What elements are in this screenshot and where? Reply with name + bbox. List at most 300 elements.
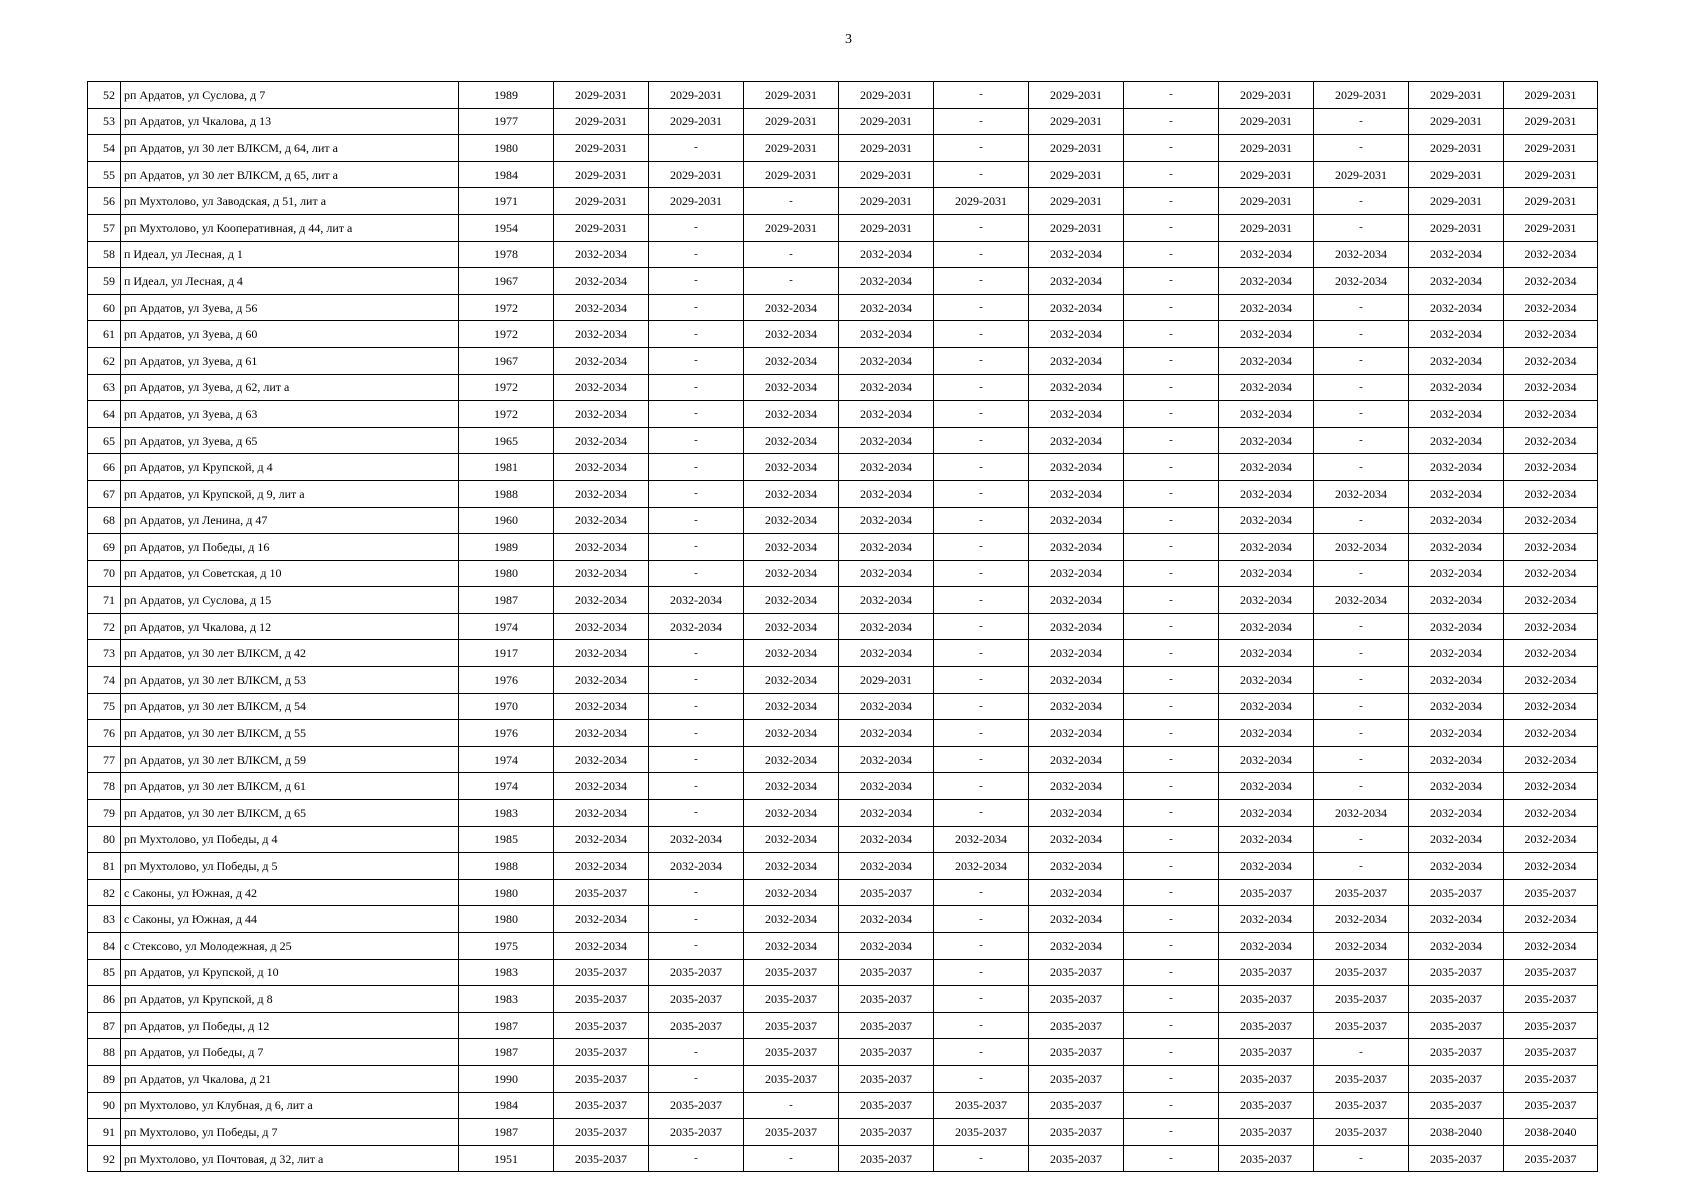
period-cell: 2032-2034 bbox=[839, 374, 934, 401]
year-built-cell: 1989 bbox=[459, 82, 554, 109]
period-cell: 2032-2034 bbox=[1504, 507, 1598, 534]
period-cell: - bbox=[934, 454, 1029, 481]
period-cell: 2029-2031 bbox=[1314, 82, 1409, 109]
period-cell: 2032-2034 bbox=[1504, 933, 1598, 960]
period-cell: 2035-2037 bbox=[1029, 986, 1124, 1013]
period-cell: 2035-2037 bbox=[1314, 1012, 1409, 1039]
address-cell: п Идеал, ул Лесная, д 1 bbox=[121, 241, 459, 268]
table-row bbox=[88, 241, 1598, 268]
address-cell: с Стексово, ул Молодежная, д 25 bbox=[121, 933, 459, 960]
period-cell: - bbox=[934, 800, 1029, 827]
period-cell: 2029-2031 bbox=[1504, 108, 1598, 135]
period-cell: - bbox=[1314, 613, 1409, 640]
period-cell: 2032-2034 bbox=[554, 693, 649, 720]
address-cell: рп Ардатов, ул Крупской, д 8 bbox=[121, 986, 459, 1013]
period-cell: - bbox=[1124, 986, 1219, 1013]
period-cell: - bbox=[649, 746, 744, 773]
period-cell: 2035-2037 bbox=[1314, 959, 1409, 986]
period-cell: 2035-2037 bbox=[1219, 1092, 1314, 1119]
period-cell: - bbox=[934, 108, 1029, 135]
year-built-cell: 1972 bbox=[459, 321, 554, 348]
period-cell: 2032-2034 bbox=[554, 480, 649, 507]
year-built-cell: 1960 bbox=[459, 507, 554, 534]
period-cell: - bbox=[1314, 401, 1409, 428]
period-cell: 2032-2034 bbox=[1409, 933, 1504, 960]
period-cell: 2032-2034 bbox=[839, 560, 934, 587]
address-cell: рп Мухтолово, ул Клубная, д 6, лит а bbox=[121, 1092, 459, 1119]
period-cell: 2032-2034 bbox=[1409, 268, 1504, 295]
period-cell: - bbox=[649, 693, 744, 720]
period-cell: 2032-2034 bbox=[1219, 560, 1314, 587]
period-cell: 2035-2037 bbox=[1314, 1092, 1409, 1119]
period-cell: 2029-2031 bbox=[744, 135, 839, 162]
period-cell: 2029-2031 bbox=[1504, 214, 1598, 241]
period-cell: 2032-2034 bbox=[1029, 720, 1124, 747]
period-cell: 2029-2031 bbox=[1504, 82, 1598, 109]
period-cell: 2029-2031 bbox=[1219, 135, 1314, 162]
period-cell: - bbox=[934, 720, 1029, 747]
period-cell: - bbox=[1314, 853, 1409, 880]
period-cell: 2035-2037 bbox=[1029, 1065, 1124, 1092]
period-cell: 2032-2034 bbox=[744, 640, 839, 667]
period-cell: 2032-2034 bbox=[744, 374, 839, 401]
period-cell: 2032-2034 bbox=[649, 853, 744, 880]
year-built-cell: 1954 bbox=[459, 214, 554, 241]
period-cell: 2032-2034 bbox=[554, 667, 649, 694]
period-cell: 2032-2034 bbox=[1409, 321, 1504, 348]
address-cell: рп Ардатов, ул Зуева, д 63 bbox=[121, 401, 459, 428]
period-cell: 2029-2031 bbox=[1504, 161, 1598, 188]
period-cell: 2035-2037 bbox=[1504, 879, 1598, 906]
address-cell: с Саконы, ул Южная, д 44 bbox=[121, 906, 459, 933]
period-cell: - bbox=[1314, 374, 1409, 401]
period-cell: - bbox=[1124, 268, 1219, 295]
address-cell: с Саконы, ул Южная, д 42 bbox=[121, 879, 459, 906]
period-cell: 2032-2034 bbox=[554, 268, 649, 295]
period-cell: 2032-2034 bbox=[1504, 800, 1598, 827]
year-built-cell: 1972 bbox=[459, 374, 554, 401]
table-row bbox=[88, 427, 1598, 454]
period-cell: 2032-2034 bbox=[1409, 667, 1504, 694]
row-number-cell: 67 bbox=[88, 480, 121, 507]
period-cell: 2032-2034 bbox=[1504, 321, 1598, 348]
period-cell: 2035-2037 bbox=[744, 1039, 839, 1066]
period-cell: 2035-2037 bbox=[554, 1065, 649, 1092]
period-cell: 2035-2037 bbox=[934, 1119, 1029, 1146]
year-built-cell: 1980 bbox=[459, 560, 554, 587]
period-cell: - bbox=[649, 534, 744, 561]
period-cell: 2032-2034 bbox=[1409, 294, 1504, 321]
period-cell: 2032-2034 bbox=[1409, 507, 1504, 534]
period-cell: 2035-2037 bbox=[554, 879, 649, 906]
period-cell: 2032-2034 bbox=[1504, 667, 1598, 694]
period-cell: - bbox=[1124, 1065, 1219, 1092]
address-cell: рп Мухтолово, ул Победы, д 7 bbox=[121, 1119, 459, 1146]
period-cell: 2035-2037 bbox=[554, 1145, 649, 1172]
year-built-cell: 1985 bbox=[459, 826, 554, 853]
period-cell: 2032-2034 bbox=[1029, 294, 1124, 321]
period-cell: 2032-2034 bbox=[839, 507, 934, 534]
period-cell: 2032-2034 bbox=[1504, 294, 1598, 321]
period-cell: - bbox=[1124, 1119, 1219, 1146]
table-row bbox=[88, 268, 1598, 295]
period-cell: 2032-2034 bbox=[1314, 268, 1409, 295]
row-number-cell: 56 bbox=[88, 188, 121, 215]
row-number-cell: 72 bbox=[88, 613, 121, 640]
period-cell: - bbox=[1314, 108, 1409, 135]
period-cell: - bbox=[1124, 560, 1219, 587]
period-cell: 2032-2034 bbox=[1219, 268, 1314, 295]
period-cell: 2032-2034 bbox=[1409, 613, 1504, 640]
period-cell: - bbox=[1124, 534, 1219, 561]
year-built-cell: 1951 bbox=[459, 1145, 554, 1172]
period-cell: 2029-2031 bbox=[1029, 188, 1124, 215]
period-cell: - bbox=[934, 640, 1029, 667]
period-cell: 2029-2031 bbox=[1029, 214, 1124, 241]
address-cell: рп Ардатов, ул Зуева, д 62, лит а bbox=[121, 374, 459, 401]
period-cell: - bbox=[934, 214, 1029, 241]
period-cell: 2032-2034 bbox=[1219, 480, 1314, 507]
period-cell: - bbox=[934, 560, 1029, 587]
year-built-cell: 1981 bbox=[459, 454, 554, 481]
period-cell: - bbox=[1124, 720, 1219, 747]
period-cell: - bbox=[1124, 1092, 1219, 1119]
period-cell: - bbox=[1124, 746, 1219, 773]
period-cell: - bbox=[934, 534, 1029, 561]
period-cell: 2032-2034 bbox=[744, 800, 839, 827]
period-cell: 2032-2034 bbox=[1219, 667, 1314, 694]
period-cell: - bbox=[1314, 188, 1409, 215]
address-cell: рп Ардатов, ул 30 лет ВЛКСМ, д 55 bbox=[121, 720, 459, 747]
row-number-cell: 80 bbox=[88, 826, 121, 853]
period-cell: - bbox=[934, 667, 1029, 694]
period-cell: 2032-2034 bbox=[1219, 454, 1314, 481]
period-cell: 2029-2031 bbox=[1219, 188, 1314, 215]
period-cell: 2032-2034 bbox=[1029, 560, 1124, 587]
period-cell: - bbox=[649, 268, 744, 295]
period-cell: 2032-2034 bbox=[839, 294, 934, 321]
period-cell: - bbox=[1314, 507, 1409, 534]
period-cell: 2029-2031 bbox=[649, 188, 744, 215]
table-row bbox=[88, 1145, 1598, 1172]
period-cell: - bbox=[1314, 1039, 1409, 1066]
period-cell: - bbox=[934, 374, 1029, 401]
period-cell: 2038-2040 bbox=[1504, 1119, 1598, 1146]
period-cell: 2032-2034 bbox=[744, 613, 839, 640]
period-cell: 2032-2034 bbox=[1219, 534, 1314, 561]
period-cell: 2032-2034 bbox=[554, 853, 649, 880]
period-cell: - bbox=[1314, 135, 1409, 162]
period-cell: 2032-2034 bbox=[1029, 507, 1124, 534]
period-cell: 2032-2034 bbox=[1219, 906, 1314, 933]
period-cell: 2029-2031 bbox=[649, 161, 744, 188]
period-cell: 2032-2034 bbox=[1409, 480, 1504, 507]
period-cell: - bbox=[1124, 640, 1219, 667]
period-cell: 2032-2034 bbox=[839, 800, 934, 827]
period-cell: - bbox=[1124, 613, 1219, 640]
row-number-cell: 86 bbox=[88, 986, 121, 1013]
period-cell: 2035-2037 bbox=[1504, 1145, 1598, 1172]
period-cell: - bbox=[1314, 773, 1409, 800]
period-cell: 2032-2034 bbox=[839, 480, 934, 507]
table-row bbox=[88, 826, 1598, 853]
period-cell: 2032-2034 bbox=[1219, 294, 1314, 321]
table-row bbox=[88, 347, 1598, 374]
period-cell: 2032-2034 bbox=[744, 826, 839, 853]
period-cell: 2032-2034 bbox=[1504, 773, 1598, 800]
period-cell: 2035-2037 bbox=[1029, 1092, 1124, 1119]
period-cell: 2032-2034 bbox=[839, 720, 934, 747]
row-number-cell: 90 bbox=[88, 1092, 121, 1119]
period-cell: - bbox=[649, 640, 744, 667]
table-row bbox=[88, 108, 1598, 135]
period-cell: 2035-2037 bbox=[649, 1119, 744, 1146]
period-cell: 2032-2034 bbox=[839, 241, 934, 268]
address-cell: рп Мухтолово, ул Победы, д 5 bbox=[121, 853, 459, 880]
period-cell: 2032-2034 bbox=[554, 640, 649, 667]
address-cell: п Идеал, ул Лесная, д 4 bbox=[121, 268, 459, 295]
period-cell: 2032-2034 bbox=[1504, 693, 1598, 720]
period-cell: 2029-2031 bbox=[839, 108, 934, 135]
table-row bbox=[88, 480, 1598, 507]
address-cell: рп Ардатов, ул Победы, д 16 bbox=[121, 534, 459, 561]
table-row bbox=[88, 959, 1598, 986]
period-cell: 2032-2034 bbox=[1219, 587, 1314, 614]
period-cell: - bbox=[744, 1092, 839, 1119]
period-cell: 2032-2034 bbox=[744, 773, 839, 800]
address-cell: рп Мухтолово, ул Заводская, д 51, лит а bbox=[121, 188, 459, 215]
period-cell: 2032-2034 bbox=[744, 534, 839, 561]
period-cell: 2035-2037 bbox=[839, 879, 934, 906]
period-cell: 2035-2037 bbox=[649, 986, 744, 1013]
period-cell: 2032-2034 bbox=[744, 347, 839, 374]
table-row bbox=[88, 1092, 1598, 1119]
address-cell: рп Ардатов, ул Суслова, д 7 bbox=[121, 82, 459, 109]
year-built-cell: 1983 bbox=[459, 800, 554, 827]
period-cell: - bbox=[934, 268, 1029, 295]
table-row bbox=[88, 667, 1598, 694]
period-cell: 2032-2034 bbox=[554, 826, 649, 853]
address-cell: рп Ардатов, ул 30 лет ВЛКСМ, д 53 bbox=[121, 667, 459, 694]
period-cell: 2032-2034 bbox=[1409, 401, 1504, 428]
period-cell: - bbox=[1124, 401, 1219, 428]
year-built-cell: 1988 bbox=[459, 480, 554, 507]
period-cell: 2032-2034 bbox=[1504, 268, 1598, 295]
period-cell: 2032-2034 bbox=[1409, 826, 1504, 853]
period-cell: - bbox=[649, 427, 744, 454]
period-cell: - bbox=[1124, 959, 1219, 986]
row-number-cell: 89 bbox=[88, 1065, 121, 1092]
repair-schedule-table bbox=[87, 81, 1598, 1172]
year-built-cell: 1972 bbox=[459, 294, 554, 321]
period-cell: 2032-2034 bbox=[1409, 720, 1504, 747]
period-cell: - bbox=[934, 587, 1029, 614]
period-cell: 2035-2037 bbox=[1219, 1065, 1314, 1092]
period-cell: 2035-2037 bbox=[1314, 1065, 1409, 1092]
row-number-cell: 70 bbox=[88, 560, 121, 587]
period-cell: 2032-2034 bbox=[554, 454, 649, 481]
period-cell: 2032-2034 bbox=[1029, 321, 1124, 348]
period-cell: 2029-2031 bbox=[554, 188, 649, 215]
period-cell: 2032-2034 bbox=[934, 826, 1029, 853]
period-cell: 2032-2034 bbox=[1314, 906, 1409, 933]
table-row bbox=[88, 1039, 1598, 1066]
period-cell: - bbox=[1124, 347, 1219, 374]
period-cell: - bbox=[649, 294, 744, 321]
period-cell: 2032-2034 bbox=[554, 534, 649, 561]
period-cell: 2032-2034 bbox=[1409, 560, 1504, 587]
address-cell: рп Ардатов, ул Чкалова, д 13 bbox=[121, 108, 459, 135]
table-row bbox=[88, 613, 1598, 640]
period-cell: 2029-2031 bbox=[839, 161, 934, 188]
address-cell: рп Мухтолово, ул Победы, д 4 bbox=[121, 826, 459, 853]
period-cell: 2032-2034 bbox=[1314, 587, 1409, 614]
table-row bbox=[88, 906, 1598, 933]
year-built-cell: 1983 bbox=[459, 959, 554, 986]
table-row bbox=[88, 214, 1598, 241]
period-cell: 2035-2037 bbox=[554, 986, 649, 1013]
period-cell: 2035-2037 bbox=[1409, 1145, 1504, 1172]
period-cell: 2035-2037 bbox=[1219, 959, 1314, 986]
period-cell: 2029-2031 bbox=[744, 82, 839, 109]
row-number-cell: 58 bbox=[88, 241, 121, 268]
address-cell: рп Ардатов, ул Крупской, д 9, лит а bbox=[121, 480, 459, 507]
address-cell: рп Ардатов, ул Крупской, д 4 bbox=[121, 454, 459, 481]
period-cell: 2029-2031 bbox=[1029, 108, 1124, 135]
row-number-cell: 53 bbox=[88, 108, 121, 135]
period-cell: 2032-2034 bbox=[839, 693, 934, 720]
address-cell: рп Ардатов, ул Суслова, д 15 bbox=[121, 587, 459, 614]
period-cell: 2032-2034 bbox=[839, 826, 934, 853]
period-cell: 2032-2034 bbox=[1409, 773, 1504, 800]
period-cell: 2032-2034 bbox=[554, 613, 649, 640]
period-cell: 2032-2034 bbox=[1504, 587, 1598, 614]
period-cell: 2032-2034 bbox=[1219, 241, 1314, 268]
period-cell: - bbox=[649, 800, 744, 827]
period-cell: 2032-2034 bbox=[554, 906, 649, 933]
period-cell: 2032-2034 bbox=[554, 587, 649, 614]
period-cell: 2032-2034 bbox=[1219, 321, 1314, 348]
year-built-cell: 1978 bbox=[459, 241, 554, 268]
row-number-cell: 88 bbox=[88, 1039, 121, 1066]
year-built-cell: 1971 bbox=[459, 188, 554, 215]
address-cell: рп Ардатов, ул 30 лет ВЛКСМ, д 54 bbox=[121, 693, 459, 720]
period-cell: 2032-2034 bbox=[1219, 507, 1314, 534]
period-cell: 2035-2037 bbox=[744, 1119, 839, 1146]
period-cell: 2029-2031 bbox=[1314, 161, 1409, 188]
period-cell: 2029-2031 bbox=[839, 82, 934, 109]
year-built-cell: 1984 bbox=[459, 1092, 554, 1119]
row-number-cell: 82 bbox=[88, 879, 121, 906]
period-cell: 2032-2034 bbox=[1029, 879, 1124, 906]
period-cell: 2029-2031 bbox=[1409, 188, 1504, 215]
period-cell: 2032-2034 bbox=[1029, 640, 1124, 667]
period-cell: - bbox=[1124, 82, 1219, 109]
period-cell: 2035-2037 bbox=[839, 1012, 934, 1039]
period-cell: 2032-2034 bbox=[744, 746, 839, 773]
period-cell: - bbox=[1124, 800, 1219, 827]
period-cell: 2035-2037 bbox=[554, 1039, 649, 1066]
period-cell: - bbox=[1124, 427, 1219, 454]
period-cell: - bbox=[1124, 108, 1219, 135]
period-cell: - bbox=[1314, 640, 1409, 667]
period-cell: - bbox=[649, 879, 744, 906]
row-number-cell: 87 bbox=[88, 1012, 121, 1039]
page-number: 3 bbox=[845, 32, 852, 47]
period-cell: 2032-2034 bbox=[1504, 347, 1598, 374]
period-cell: 2032-2034 bbox=[1029, 693, 1124, 720]
year-built-cell: 1967 bbox=[459, 268, 554, 295]
address-cell: рп Ардатов, ул 30 лет ВЛКСМ, д 65 bbox=[121, 800, 459, 827]
row-number-cell: 69 bbox=[88, 534, 121, 561]
period-cell: 2032-2034 bbox=[839, 906, 934, 933]
address-cell: рп Ардатов, ул Зуева, д 60 bbox=[121, 321, 459, 348]
period-cell: 2032-2034 bbox=[1029, 427, 1124, 454]
period-cell: - bbox=[1124, 507, 1219, 534]
period-cell: - bbox=[934, 1012, 1029, 1039]
period-cell: 2029-2031 bbox=[1409, 82, 1504, 109]
period-cell: - bbox=[649, 480, 744, 507]
period-cell: 2032-2034 bbox=[744, 507, 839, 534]
period-cell: 2032-2034 bbox=[1029, 933, 1124, 960]
table-row bbox=[88, 135, 1598, 162]
period-cell: 2035-2037 bbox=[839, 986, 934, 1013]
period-cell: 2032-2034 bbox=[744, 427, 839, 454]
period-cell: - bbox=[649, 933, 744, 960]
period-cell: 2029-2031 bbox=[1029, 82, 1124, 109]
row-number-cell: 83 bbox=[88, 906, 121, 933]
address-cell: рп Мухтолово, ул Кооперативная, д 44, лит а bbox=[121, 214, 459, 241]
period-cell: - bbox=[1124, 1039, 1219, 1066]
period-cell: 2032-2034 bbox=[1029, 454, 1124, 481]
period-cell: 2032-2034 bbox=[1219, 401, 1314, 428]
year-built-cell: 1987 bbox=[459, 1012, 554, 1039]
period-cell: - bbox=[1314, 427, 1409, 454]
period-cell: 2032-2034 bbox=[554, 560, 649, 587]
period-cell: 2035-2037 bbox=[1409, 1092, 1504, 1119]
period-cell: 2035-2037 bbox=[554, 1092, 649, 1119]
period-cell: - bbox=[934, 401, 1029, 428]
period-cell: 2032-2034 bbox=[554, 427, 649, 454]
period-cell: 2035-2037 bbox=[1219, 986, 1314, 1013]
period-cell: 2032-2034 bbox=[744, 720, 839, 747]
period-cell: - bbox=[934, 241, 1029, 268]
period-cell: - bbox=[1124, 667, 1219, 694]
period-cell: - bbox=[649, 560, 744, 587]
row-number-cell: 59 bbox=[88, 268, 121, 295]
period-cell: 2029-2031 bbox=[1219, 161, 1314, 188]
period-cell: 2029-2031 bbox=[1029, 135, 1124, 162]
year-built-cell: 1980 bbox=[459, 135, 554, 162]
period-cell: - bbox=[1314, 1145, 1409, 1172]
period-cell: 2029-2031 bbox=[1219, 108, 1314, 135]
table-row bbox=[88, 188, 1598, 215]
period-cell: - bbox=[934, 1039, 1029, 1066]
period-cell: - bbox=[1124, 1012, 1219, 1039]
table-row bbox=[88, 720, 1598, 747]
period-cell: 2032-2034 bbox=[649, 613, 744, 640]
period-cell: 2032-2034 bbox=[554, 773, 649, 800]
address-cell: рп Ардатов, ул Зуева, д 65 bbox=[121, 427, 459, 454]
period-cell: 2032-2034 bbox=[1219, 347, 1314, 374]
period-cell: 2032-2034 bbox=[1219, 374, 1314, 401]
period-cell: 2035-2037 bbox=[1219, 1119, 1314, 1146]
row-number-cell: 79 bbox=[88, 800, 121, 827]
period-cell: - bbox=[649, 135, 744, 162]
row-number-cell: 75 bbox=[88, 693, 121, 720]
row-number-cell: 60 bbox=[88, 294, 121, 321]
row-number-cell: 77 bbox=[88, 746, 121, 773]
